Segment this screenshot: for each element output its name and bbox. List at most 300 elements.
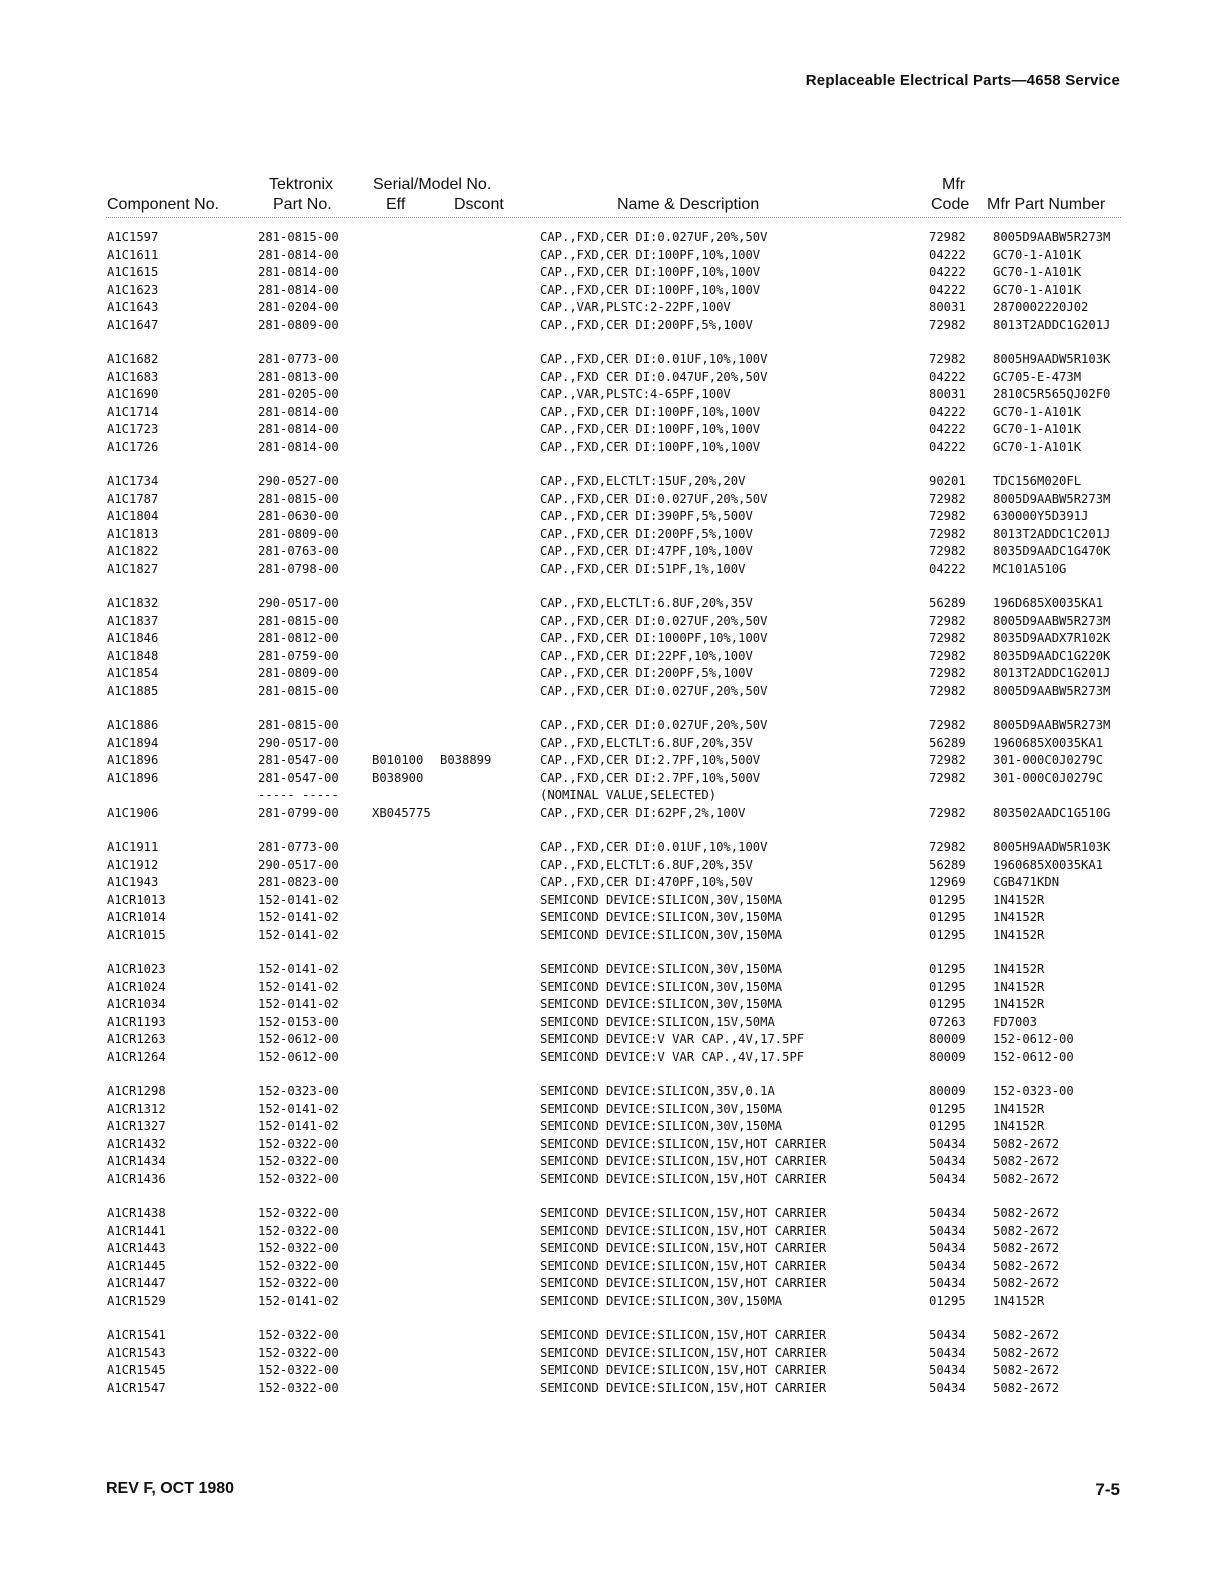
table-row: [0, 753, 1224, 771]
tektronix-part-no: 281-0814-00: [258, 282, 339, 297]
col-header-eff: Eff: [386, 196, 406, 213]
mfr-code: 72982: [929, 648, 966, 663]
mfr-part-number: 8005H9AADW5R103K: [993, 840, 1111, 854]
mfr-part-number: FD7003: [993, 1014, 1038, 1029]
component-no: A1C1837: [107, 613, 159, 628]
mfr-part-number: 8013T2ADDC1G201J: [993, 666, 1111, 680]
name-description: CAP.,FXD,CER DI:0.027UF,20%,50V: [540, 683, 768, 698]
name-description: (NOMINAL VALUE,SELECTED): [540, 788, 717, 802]
mfr-part-number: 5082-2672: [993, 1380, 1060, 1395]
component-no: A1CR1432: [107, 1136, 166, 1151]
name-description: SEMICOND DEVICE:SILICON,15V,HOT CARRIER: [540, 1345, 827, 1360]
mfr-code: 72982: [929, 544, 966, 558]
tektronix-part-no: 281-0814-00: [258, 422, 339, 436]
tektronix-part-no: 152-0612-00: [258, 1049, 339, 1064]
mfr-code: 72982: [929, 509, 966, 523]
tektronix-part-no: 152-0322-00: [258, 1136, 339, 1151]
name-description: CAP.,FXD,ELCTLT:6.8UF,20%,35V: [540, 857, 753, 872]
col-header-tektronix: Tektronix: [269, 176, 334, 193]
mfr-code: 50434: [929, 1241, 966, 1255]
name-description: CAP.,FXD,CER DI:0.027UF,20%,50V: [540, 491, 768, 506]
table-row: [0, 1172, 1224, 1190]
table-row: [0, 1346, 1224, 1364]
mfr-code: 50434: [929, 1328, 966, 1342]
name-description: SEMICOND DEVICE:V VAR CAP.,4V,17.5PF: [540, 1032, 805, 1046]
tektronix-part-no: 152-0322-00: [258, 1276, 339, 1290]
tektronix-part-no: 281-0204-00: [258, 300, 339, 314]
mfr-part-number: 8005H9AADW5R103K: [993, 352, 1111, 366]
row-group: [0, 840, 1224, 945]
component-no: A1C1734: [107, 474, 159, 488]
mfr-code: 04222: [929, 561, 966, 576]
tektronix-part-no: 281-0815-00: [258, 718, 339, 732]
mfr-code: 50434: [929, 1171, 966, 1186]
col-header-name-description: Name & Description: [617, 196, 760, 213]
serial-eff: B010100: [372, 753, 424, 767]
component-no: A1CR1327: [107, 1119, 166, 1133]
mfr-part-number: 1N4152R: [993, 1293, 1045, 1308]
mfr-code: 01295: [929, 979, 966, 994]
tektronix-part-no: 281-0630-00: [258, 509, 339, 523]
mfr-code: 50434: [929, 1276, 966, 1290]
name-description: SEMICOND DEVICE:SILICON,15V,50MA: [540, 1014, 775, 1029]
name-description: SEMICOND DEVICE:SILICON,30V,150MA: [540, 997, 783, 1011]
name-description: CAP.,FXD,CER DI:51PF,1%,100V: [540, 561, 746, 576]
mfr-code: 50434: [929, 1154, 966, 1168]
mfr-code: 56289: [929, 735, 966, 750]
name-description: CAP.,FXD,CER DI:22PF,10%,100V: [540, 648, 753, 663]
mfr-part-number: 5082-2672: [993, 1206, 1060, 1220]
tektronix-part-no: 152-0322-00: [258, 1328, 339, 1342]
mfr-part-number: 1N4152R: [993, 1119, 1045, 1133]
component-no: A1CR1441: [107, 1223, 166, 1238]
mfr-part-number: 5082-2672: [993, 1136, 1060, 1151]
mfr-code: 04222: [929, 265, 966, 279]
table-row: [0, 562, 1224, 580]
table-row: [0, 596, 1224, 614]
tektronix-part-no: 152-0141-02: [258, 1119, 339, 1133]
table-row: [0, 1206, 1224, 1224]
tektronix-part-no: 152-0322-00: [258, 1154, 339, 1168]
tektronix-part-no: 281-0759-00: [258, 648, 339, 663]
name-description: CAP.,FXD,CER DI:2.7PF,10%,500V: [540, 753, 761, 767]
mfr-part-number: GC70-1-A101K: [993, 282, 1082, 297]
col-header-mfr-part-number: Mfr Part Number: [987, 196, 1106, 213]
mfr-code: 72982: [929, 753, 966, 767]
component-no: A1C1886: [107, 718, 159, 732]
name-description: SEMICOND DEVICE:SILICON,15V,HOT CARRIER: [540, 1258, 827, 1273]
component-no: A1C1647: [107, 317, 159, 332]
name-description: CAP.,FXD,CER DI:390PF,5%,500V: [540, 509, 753, 523]
name-description: CAP.,FXD,CER DI:100PF,10%,100V: [540, 439, 761, 454]
table-row: [0, 265, 1224, 283]
mfr-code: 12969: [929, 875, 966, 889]
mfr-part-number: 152-0612-00: [993, 1049, 1074, 1064]
component-no: A1C1615: [107, 265, 159, 279]
tektronix-part-no: 152-0141-02: [258, 910, 339, 924]
tektronix-part-no: 152-0322-00: [258, 1241, 339, 1255]
row-group: [0, 352, 1224, 457]
name-description: SEMICOND DEVICE:SILICON,15V,HOT CARRIER: [540, 1206, 827, 1220]
mfr-part-number: 8005D9AABW5R273M: [993, 613, 1111, 628]
mfr-part-number: GC70-1-A101K: [993, 422, 1082, 436]
table-row: [0, 440, 1224, 458]
mfr-code: 90201: [929, 474, 966, 488]
table-row: [0, 962, 1224, 980]
table-row: [0, 858, 1224, 876]
mfr-code: 50434: [929, 1223, 966, 1238]
col-header-mfr: Mfr: [942, 176, 966, 193]
mfr-part-number: 803502AADC1G510G: [993, 805, 1111, 820]
mfr-part-number: 1N4152R: [993, 979, 1045, 994]
tektronix-part-no: 281-0799-00: [258, 805, 339, 820]
table-row: [0, 806, 1224, 824]
component-no: A1CR1264: [107, 1049, 166, 1064]
mfr-part-number: 5082-2672: [993, 1154, 1060, 1168]
table-row: [0, 1259, 1224, 1277]
component-no: A1CR1312: [107, 1101, 166, 1116]
mfr-part-number: GC705-E-473M: [993, 369, 1082, 384]
table-row: [0, 718, 1224, 736]
mfr-code: 80009: [929, 1032, 966, 1046]
component-no: A1C1832: [107, 596, 159, 610]
table-row: [0, 509, 1224, 527]
tektronix-part-no: 152-0141-02: [258, 997, 339, 1011]
component-no: A1C1912: [107, 857, 159, 872]
component-no: A1CR1023: [107, 962, 166, 976]
mfr-part-number: 5082-2672: [993, 1276, 1060, 1290]
component-no: A1CR1193: [107, 1014, 166, 1029]
parts-table: [0, 230, 1224, 1415]
mfr-part-number: 8013T2ADDC1C201J: [993, 526, 1111, 541]
component-no: A1C1911: [107, 840, 159, 854]
table-row: [0, 980, 1224, 998]
name-description: CAP.,FXD,CER DI:0.01UF,10%,100V: [540, 840, 768, 854]
mfr-part-number: 8005D9AABW5R273M: [993, 718, 1111, 732]
table-row: [0, 1363, 1224, 1381]
name-description: SEMICOND DEVICE:SILICON,30V,150MA: [540, 1101, 783, 1116]
table-row: [0, 631, 1224, 649]
name-description: CAP.,FXD,CER DI:0.027UF,20%,50V: [540, 718, 768, 732]
mfr-code: 56289: [929, 596, 966, 610]
component-no: A1C1690: [107, 387, 159, 401]
component-no: A1CR1547: [107, 1380, 166, 1395]
tektronix-part-no: 281-0814-00: [258, 439, 339, 454]
name-description: CAP.,FXD,ELCTLT:6.8UF,20%,35V: [540, 735, 753, 750]
table-row: [0, 1102, 1224, 1120]
mfr-code: 50434: [929, 1206, 966, 1220]
table-row: [0, 474, 1224, 492]
name-description: CAP.,FXD,CER DI:0.01UF,10%,100V: [540, 352, 768, 366]
row-group: [0, 1328, 1224, 1398]
mfr-part-number: 152-0323-00: [993, 1084, 1074, 1098]
mfr-code: 50434: [929, 1345, 966, 1360]
tektronix-part-no: 152-0322-00: [258, 1171, 339, 1186]
name-description: SEMICOND DEVICE:SILICON,30V,150MA: [540, 910, 783, 924]
mfr-part-number: 1N4152R: [993, 1101, 1045, 1116]
component-no: A1C1804: [107, 509, 159, 523]
component-no: A1CR1014: [107, 910, 166, 924]
name-description: SEMICOND DEVICE:SILICON,15V,HOT CARRIER: [540, 1154, 827, 1168]
name-description: SEMICOND DEVICE:SILICON,15V,HOT CARRIER: [540, 1171, 827, 1186]
name-description: SEMICOND DEVICE:SILICON,15V,HOT CARRIER: [540, 1363, 827, 1377]
tektronix-part-no: 152-0323-00: [258, 1084, 339, 1098]
mfr-code: 01295: [929, 910, 966, 924]
col-header-dscont: Dscont: [454, 196, 504, 213]
component-no: A1C1682: [107, 352, 159, 366]
tektronix-part-no: 281-0763-00: [258, 544, 339, 558]
row-group: [0, 962, 1224, 1067]
component-no: A1CR1436: [107, 1171, 166, 1186]
mfr-part-number: 1N4152R: [993, 927, 1045, 942]
table-row: [0, 544, 1224, 562]
mfr-code: 80031: [929, 300, 966, 314]
name-description: CAP.,FXD,CER DI:100PF,10%,100V: [540, 282, 761, 297]
mfr-code: 01295: [929, 892, 966, 907]
mfr-part-number: GC70-1-A101K: [993, 247, 1082, 262]
tektronix-part-no: 290-0517-00: [258, 596, 339, 610]
col-header-part-no: Part No.: [273, 196, 332, 213]
table-row: [0, 387, 1224, 405]
tektronix-part-no: 152-0322-00: [258, 1206, 339, 1220]
name-description: SEMICOND DEVICE:SILICON,30V,150MA: [540, 979, 783, 994]
component-no: A1CR1443: [107, 1241, 166, 1255]
table-row: [0, 352, 1224, 370]
mfr-code: 04222: [929, 369, 966, 384]
tektronix-part-no: 152-0141-02: [258, 1293, 339, 1308]
mfr-code: 72982: [929, 230, 966, 244]
mfr-code: 56289: [929, 857, 966, 872]
row-group: [0, 1084, 1224, 1189]
mfr-part-number: 5082-2672: [993, 1258, 1060, 1273]
name-description: CAP.,FXD,CER DI:200PF,5%,100V: [540, 526, 753, 541]
component-no: A1CR1447: [107, 1276, 166, 1290]
tektronix-part-no: 152-0322-00: [258, 1258, 339, 1273]
tektronix-part-no: 152-0322-00: [258, 1223, 339, 1238]
tektronix-part-no: 152-0612-00: [258, 1032, 339, 1046]
mfr-code: 01295: [929, 1293, 966, 1308]
table-row: [0, 283, 1224, 301]
mfr-part-number: 1960685X0035KA1: [993, 857, 1104, 872]
mfr-code: 04222: [929, 422, 966, 436]
name-description: SEMICOND DEVICE:SILICON,30V,150MA: [540, 927, 783, 942]
name-description: CAP.,FXD,CER DI:100PF,10%,100V: [540, 404, 761, 419]
table-row: [0, 997, 1224, 1015]
mfr-part-number: GC70-1-A101K: [993, 265, 1082, 279]
tektronix-part-no: 290-0527-00: [258, 474, 339, 488]
tektronix-part-no: 281-0815-00: [258, 491, 339, 506]
tektronix-part-no: 281-0815-00: [258, 230, 339, 244]
tektronix-part-no: 281-0547-00: [258, 770, 339, 785]
name-description: CAP.,FXD,CER DI:2.7PF,10%,500V: [540, 770, 761, 785]
name-description: SEMICOND DEVICE:SILICON,30V,150MA: [540, 1119, 783, 1133]
name-description: CAP.,FXD,ELCTLT:6.8UF,20%,35V: [540, 596, 753, 610]
table-row: [0, 875, 1224, 893]
component-no: A1C1846: [107, 631, 159, 645]
mfr-code: 72982: [929, 352, 966, 366]
mfr-part-number: MC101A510G: [993, 561, 1067, 576]
col-header-code: Code: [931, 196, 970, 213]
page-number: 7-5: [1095, 1480, 1120, 1499]
mfr-part-number: 1N4152R: [993, 910, 1045, 924]
mfr-part-number: GC70-1-A101K: [993, 439, 1082, 454]
name-description: CAP.,FXD,CER DI:100PF,10%,100V: [540, 422, 761, 436]
table-row: [0, 1224, 1224, 1242]
table-row: [0, 527, 1224, 545]
mfr-code: 72982: [929, 491, 966, 506]
tektronix-part-no: 152-0322-00: [258, 1380, 339, 1395]
component-no: A1C1683: [107, 369, 159, 384]
table-row: [0, 771, 1224, 789]
name-description: SEMICOND DEVICE:V VAR CAP.,4V,17.5PF: [540, 1049, 805, 1064]
mfr-part-number: 1960685X0035KA1: [993, 735, 1104, 750]
tektronix-part-no: 281-0814-00: [258, 404, 339, 419]
name-description: SEMICOND DEVICE:SILICON,15V,HOT CARRIER: [540, 1380, 827, 1395]
name-description: CAP.,FXD CER DI:0.047UF,20%,50V: [540, 369, 768, 384]
tektronix-part-no: 281-0814-00: [258, 265, 339, 279]
name-description: CAP.,FXD,CER DI:0.027UF,20%,50V: [540, 230, 768, 244]
table-row: [0, 370, 1224, 388]
component-no: A1CR1543: [107, 1345, 166, 1360]
row-group: [0, 596, 1224, 701]
component-no: A1C1943: [107, 875, 159, 889]
mfr-code: 04222: [929, 404, 966, 419]
mfr-code: 04222: [929, 282, 966, 297]
name-description: SEMICOND DEVICE:SILICON,15V,HOT CARRIER: [540, 1241, 827, 1255]
component-no: A1CR1545: [107, 1363, 166, 1377]
component-no: A1C1896: [107, 770, 159, 785]
component-no: A1C1611: [107, 247, 159, 262]
mfr-part-number: TDC156M020FL: [993, 474, 1082, 488]
name-description: CAP.,FXD,CER DI:62PF,2%,100V: [540, 805, 746, 820]
row-group: [0, 718, 1224, 823]
tektronix-part-no: 281-0773-00: [258, 840, 339, 854]
col-header-component: Component No.: [107, 196, 220, 213]
mfr-code: 01295: [929, 1119, 966, 1133]
component-no: A1CR1434: [107, 1154, 166, 1168]
mfr-part-number: 8035D9AADC1G470K: [993, 544, 1111, 558]
table-row: [0, 1050, 1224, 1068]
mfr-part-number: 5082-2672: [993, 1241, 1060, 1255]
name-description: CAP.,FXD,CER DI:47PF,10%,100V: [540, 544, 753, 558]
mfr-code: 50434: [929, 1380, 966, 1395]
mfr-part-number: 1N4152R: [993, 997, 1045, 1011]
tektronix-part-no: 152-0141-02: [258, 892, 339, 907]
table-row: [0, 1241, 1224, 1259]
table-row: [0, 1084, 1224, 1102]
mfr-code: 72982: [929, 770, 966, 785]
mfr-part-number: 5082-2672: [993, 1363, 1060, 1377]
mfr-part-number: 630000Y5D391J: [993, 509, 1089, 523]
tektronix-part-no: 152-0322-00: [258, 1345, 339, 1360]
mfr-part-number: 1N4152R: [993, 892, 1045, 907]
tektronix-part-no: 290-0517-00: [258, 735, 339, 750]
table-row: [0, 649, 1224, 667]
table-row: [0, 1137, 1224, 1155]
name-description: CAP.,FXD,CER DI:1000PF,10%,100V: [540, 631, 768, 645]
table-row: [0, 230, 1224, 248]
serial-eff: XB045775: [372, 805, 431, 820]
table-row: [0, 1119, 1224, 1137]
component-no: A1C1854: [107, 666, 159, 680]
table-row: [0, 492, 1224, 510]
table-row: [0, 422, 1224, 440]
mfr-code: 72982: [929, 666, 966, 680]
mfr-code: 80009: [929, 1049, 966, 1064]
mfr-code: 80031: [929, 387, 966, 401]
mfr-part-number: 5082-2672: [993, 1345, 1060, 1360]
component-no: A1C1726: [107, 439, 159, 454]
table-row: [0, 788, 1224, 806]
tektronix-part-no: ----- -----: [258, 788, 339, 802]
tektronix-part-no: 281-0815-00: [258, 613, 339, 628]
mfr-part-number: 5082-2672: [993, 1328, 1060, 1342]
name-description: CAP.,FXD,CER DI:200PF,5%,100V: [540, 317, 753, 332]
component-no: A1CR1263: [107, 1032, 166, 1046]
name-description: SEMICOND DEVICE:SILICON,30V,150MA: [540, 962, 783, 976]
table-row: [0, 736, 1224, 754]
component-no: A1CR1541: [107, 1328, 166, 1342]
table-row: [0, 1328, 1224, 1346]
name-description: CAP.,FXD,ELCTLT:15UF,20%,20V: [540, 474, 746, 488]
table-row: [0, 684, 1224, 702]
mfr-code: 50434: [929, 1363, 966, 1377]
component-no: A1C1896: [107, 753, 159, 767]
name-description: SEMICOND DEVICE:SILICON,30V,150MA: [540, 892, 783, 907]
table-row: [0, 405, 1224, 423]
mfr-code: 01295: [929, 962, 966, 976]
mfr-code: 04222: [929, 439, 966, 454]
component-no: A1CR1438: [107, 1206, 166, 1220]
component-no: A1C1848: [107, 648, 159, 663]
table-row: [0, 1294, 1224, 1312]
component-no: A1C1906: [107, 805, 159, 820]
mfr-code: 72982: [929, 631, 966, 645]
table-row: [0, 318, 1224, 336]
tektronix-part-no: 281-0809-00: [258, 317, 339, 332]
mfr-code: 72982: [929, 718, 966, 732]
tektronix-part-no: 281-0809-00: [258, 666, 339, 680]
mfr-code: 72982: [929, 526, 966, 541]
name-description: CAP.,VAR,PLSTC:2-22PF,100V: [540, 300, 731, 314]
table-row: [0, 928, 1224, 946]
component-no: A1C1597: [107, 230, 159, 244]
component-no: A1C1822: [107, 544, 159, 558]
tektronix-part-no: 281-0823-00: [258, 875, 339, 889]
mfr-code: 72982: [929, 317, 966, 332]
name-description: SEMICOND DEVICE:SILICON,15V,HOT CARRIER: [540, 1223, 827, 1238]
col-header-serial-model: Serial/Model No.: [373, 176, 492, 193]
header-divider: [106, 217, 1121, 218]
tektronix-part-no: 281-0205-00: [258, 387, 339, 401]
mfr-code: 07263: [929, 1014, 966, 1029]
row-group: [0, 1206, 1224, 1311]
name-description: CAP.,VAR,PLSTC:4-65PF,100V: [540, 387, 731, 401]
table-row: [0, 1381, 1224, 1399]
mfr-part-number: 8013T2ADDC1G201J: [993, 317, 1111, 332]
mfr-code: 50434: [929, 1258, 966, 1273]
mfr-code: 72982: [929, 613, 966, 628]
serial-eff: B038900: [372, 770, 424, 785]
table-row: [0, 1032, 1224, 1050]
mfr-code: 72982: [929, 805, 966, 820]
row-group: [0, 230, 1224, 335]
mfr-code: 04222: [929, 247, 966, 262]
table-row: [0, 1015, 1224, 1033]
tektronix-part-no: 152-0141-02: [258, 962, 339, 976]
mfr-part-number: CGB471KDN: [993, 875, 1060, 889]
mfr-part-number: 8035D9AADX7R102K: [993, 631, 1111, 645]
